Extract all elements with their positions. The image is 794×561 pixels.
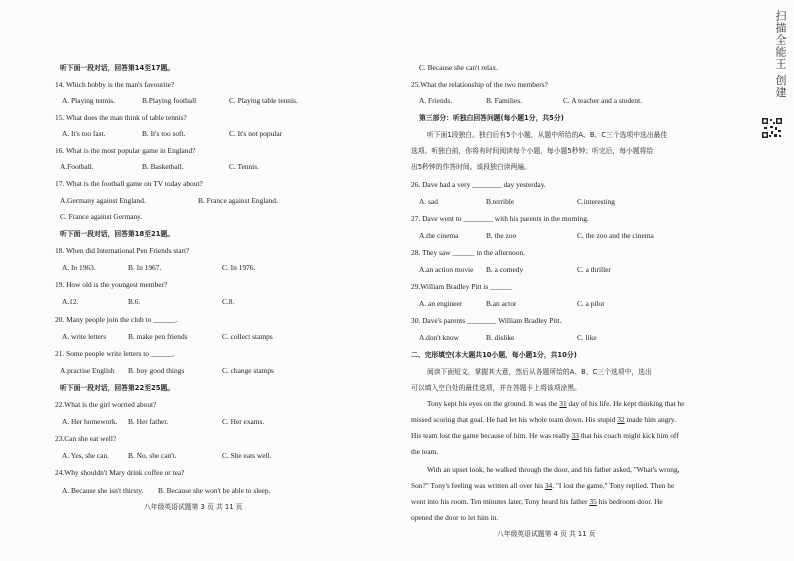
section-header: 听下面一段对话，回答第18至21题。 (60, 230, 175, 238)
right-column (397, 0, 757, 561)
blank-32: 32 (617, 415, 625, 424)
option: B. make pen friends (128, 332, 188, 341)
option: B. France against England. (198, 196, 278, 205)
passage-line (411, 432, 679, 440)
question: 18. When did International Pen Friends start? (55, 246, 190, 255)
passage-text: his bedroom door. He (596, 497, 663, 506)
question: 28. They saw ______ in the afternoon. (411, 248, 525, 257)
blank-34: 34 (544, 481, 553, 490)
option: A. an engineer (419, 299, 463, 308)
option: B.an actor (486, 299, 517, 308)
qr-code-icon (761, 117, 783, 139)
question: 22.What is the girl worried about? (55, 400, 157, 409)
passage-text: . "I lost the game," Tony replied. Then he (552, 481, 675, 490)
option: B. No, she can't. (128, 451, 177, 460)
question: 19. How old is the youngest member? (55, 280, 168, 289)
instruction-line: 听下面1段独白。独白后有5个小题，从题中所给的A、B、C三个选项中选出最佳 (427, 131, 668, 139)
blank-31: 31 (559, 399, 567, 408)
passage-text: made him angry. (624, 415, 676, 424)
blank-33: 33 (571, 431, 579, 440)
passage-line: opened the door to let him in. (411, 513, 499, 522)
question: 20. Many people join the club to ______. (55, 315, 178, 324)
option: B. Families. (486, 96, 522, 105)
scanner-watermark: 扫描全能王 创建 (774, 10, 787, 99)
option: B. the zoo (486, 231, 517, 240)
option: A. Her homework. (62, 417, 118, 426)
option: C. France against Germany. (60, 212, 143, 221)
option: A.Germany against England. (60, 196, 146, 205)
question: 24.Why shouldn't Mary drink coffee or tea? (55, 468, 185, 477)
option: B. Basketball. (142, 162, 184, 171)
question: 16. What is the most popular game in England? (55, 146, 196, 155)
option: C. like (577, 333, 597, 342)
question: 21. Some people write letters to ______. (55, 349, 175, 358)
option: C. Tennis. (229, 162, 259, 171)
instruction-line: 选项。听独白前，你将有时间阅读每个小题，每小题5秒钟；听完后，每小题将给 (411, 147, 654, 155)
passage-text: Son?" Tony's feeling was written all over his (411, 481, 545, 490)
option: B. Her father. (128, 417, 169, 426)
option: C.8. (222, 297, 235, 306)
question: 25.What the relationship of the two members? (411, 80, 548, 89)
option: B. Because she won't be able to sleep. (158, 486, 271, 495)
option: C. the zoo and the cinema (577, 231, 654, 240)
option: C.interesting (577, 197, 615, 206)
option: C. collect stamps (222, 332, 273, 341)
option: A.practise English (60, 366, 115, 375)
blank-35: 35 (589, 497, 597, 506)
passage-text: day of his life. He kept thinking that he (566, 399, 685, 408)
option: C. change stamps (222, 366, 274, 375)
question: 23.Can she eat well? (55, 434, 117, 443)
option: B.6. (128, 297, 141, 306)
passage-line (411, 482, 674, 490)
page-footer: 八年级英语试题第 4 页 共 11 页 (497, 530, 596, 538)
passage-text: Tony kept his eyes on the ground. It was the (427, 399, 560, 408)
option: C. A teacher and a student. (563, 96, 643, 105)
passage-text: His team lost the game because of him. He was really (411, 431, 572, 440)
option: C. a pilot (577, 299, 605, 308)
option: C. It's not popular (229, 129, 283, 138)
option: A. Friends. (419, 96, 453, 105)
option: C. Playing table tennis. (229, 96, 298, 105)
option: A. Playing tennis. (62, 96, 115, 105)
page-footer: 八年级英语试题第 3 页 共 11 页 (144, 503, 243, 511)
option: A.don't know (419, 333, 459, 342)
section-title: 二、完形填空(本大题共10小题，每小题1分，共10分) (411, 351, 577, 359)
passage-text: missed scoring that goal. He had let his whole team down. His stupid (411, 415, 618, 424)
option: C. Her exams. (222, 417, 265, 426)
option: A.Football. (60, 162, 94, 171)
passage-text: went into his room. Ten minutes later, Tony heard his father (411, 497, 590, 506)
question: 14. Which hobby is the man's favourite? (55, 80, 175, 89)
option: B. dislike (486, 333, 515, 342)
passage-line: the team. (411, 447, 439, 456)
section-title: 第三部分：听独白回答问题(每小题1分，共5分) (419, 114, 564, 122)
section-header: 听下面一段对话，回答第14至17题。 (60, 64, 175, 72)
option: A. sad (419, 197, 438, 206)
question: 27. Dave went to ________ with his parents in the morning. (411, 214, 589, 223)
option: A. Because she isn't thirsty. (62, 486, 144, 495)
instruction-line: 出5秒钟的作答时间。该段独白读两遍。 (411, 163, 531, 171)
question: 26. Dave had a very ________ day yesterday. (411, 180, 546, 189)
question: 29.William Bradley Pitt is ______ (411, 282, 513, 291)
passage-line (427, 400, 685, 408)
option: A. Yes, she can. (62, 451, 110, 460)
option: A. In 1963. (62, 263, 96, 272)
option: B.terrible (486, 197, 515, 206)
option: B. It's too soft. (142, 129, 186, 138)
question: 17. What is the football game on TV today about? (55, 179, 203, 188)
option: B. a comedy (486, 265, 524, 274)
option: A. It's too fast. (62, 129, 106, 138)
instruction-line: 阅读下面短文，掌握其大意，然后从各题所给的A、B、C三个选项中，选出 (427, 368, 652, 376)
option: C. In 1976. (222, 263, 256, 272)
passage-line (411, 498, 663, 506)
option: B. In 1967. (128, 263, 162, 272)
option: A.12. (62, 297, 79, 306)
section-header: 听下面一段对话，回答第22至25题。 (60, 384, 175, 392)
option: B. buy good things (128, 366, 185, 375)
option: B.Playing football (142, 96, 197, 105)
question: 30. Dave's parents ________ William Bradley Pitt. (411, 316, 562, 325)
passage-text: that his coach might kick him off (578, 431, 679, 440)
option: C. She eats well. (222, 451, 272, 460)
option: A.an action movie (419, 265, 474, 274)
question: 15. What does the man think of table tennis? (55, 113, 187, 122)
passage-line: With an upset look, he walked through the door, and his father asked, "What's wrong, (427, 465, 680, 474)
instruction-line: 可以填入空白处的最佳选项，并在答题卡上将该项涂黑。 (411, 384, 581, 392)
passage-line (411, 416, 676, 424)
option: C. Because she can't relax. (419, 63, 498, 72)
option: C. a thriller (577, 265, 611, 274)
option: A. write letters (62, 332, 107, 341)
option: A.the cinema (419, 231, 459, 240)
